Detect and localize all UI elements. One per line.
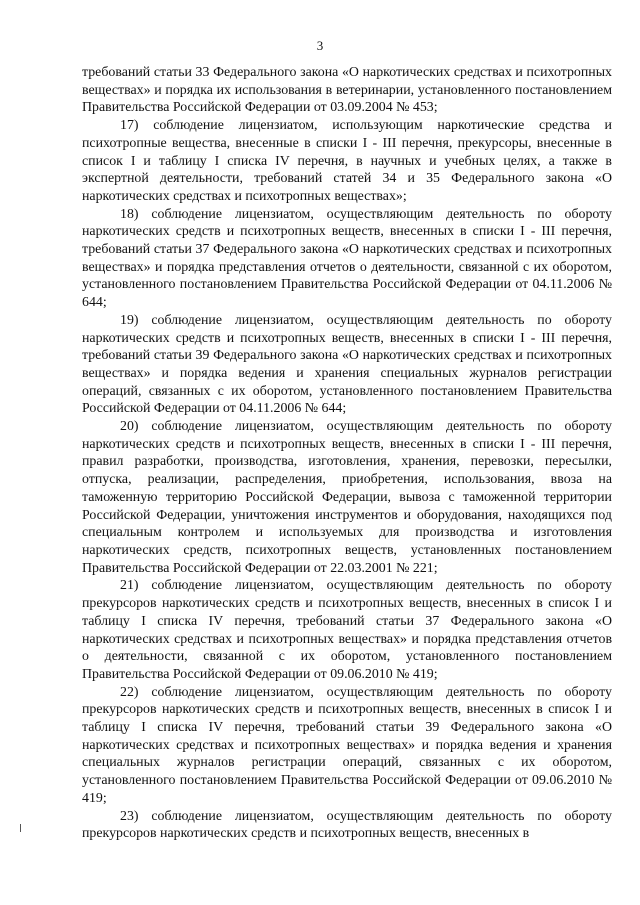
scan-margin-mark: [20, 824, 21, 832]
paragraph-continuation: требований статьи 33 Федерального закона «О наркотических средствах и психотропных веществах» и порядка их использования в ветеринарии, установленного постановлением Правительства Российской Федерации от 03.09.2004 № 453;: [82, 65, 612, 116]
paragraph-item-21: 21) соблюдение лицензиатом, осуществляющим деятельность по обороту прекурсоров наркотических средств и психотропных веществ, внесенных в список I и таблицу I списка IV перечня, требований статьи 37 Федерального закона «О наркотических средствах и психотропных веществах» и порядка представления отчетов о деятельности, связанной с их оборотом, установленного постановлением Правительства Российской Федерации от 09.06.2010 № 419;: [82, 578, 612, 682]
paragraph-item-22: 22) соблюдение лицензиатом, осуществляющим деятельность по обороту прекурсоров наркотических средств и психотропных веществ, внесенных в список I и таблицу I списка IV перечня, требований статьи 39 Федерального закона «О наркотических средствах и психотропных веществах» и порядка ведения и хранения специальных журналов регистрации операций, связанных с их оборотом, установленного постановлением Правительства Российской Федерации от 09.06.2010 № 419;: [82, 684, 612, 806]
paragraph-item-20: 20) соблюдение лицензиатом, осуществляющим деятельность по обороту наркотических средств и психотропных веществ, внесенных в списки I - III перечня, правил разработки, производства, изготовления, хранения, перевозки, пересылки, отпуска, реализации, распределения, приобретения, использования, ввоза на таможенную территорию Российской Федерации, вывоза с таможенной территории Российской Федерации, уничтожения инструментов и оборудования, находящихся под специальным контролем и используемых для производства и изготовления наркотических средств, психотропных веществ, установленных постановлением Правительства Российской Федерации от 22.03.2001 № 221;: [82, 419, 612, 576]
page-number: 3: [316, 38, 324, 53]
document-body: [82, 64, 612, 843]
paragraph-item-19: 19) соблюдение лицензиатом, осуществляющим деятельность по обороту наркотических средств и психотропных веществ, внесенных в списки I - III перечня, требований статьи 39 Федерального закона «О наркотических средствах и психотропных веществах» и порядка ведения и хранения специальных журналов регистрации операций, связанных с их оборотом, установленного постановлением Правительства Российской Федерации от 04.11.2006 № 644;: [82, 312, 612, 417]
paragraph-item-18: 18) соблюдение лицензиатом, осуществляющим деятельность по обороту наркотических средств и психотропных веществ, внесенных в списки I - III перечня, требований статьи 37 Федерального закона «О наркотических средствах и психотропных веществах» и порядка представления отчетов о деятельности, связанной с их оборотом, установленного постановлением Правительства Российской Федерации от 04.11.2006 № 644;: [82, 206, 612, 311]
paragraph-item-17: 17) соблюдение лицензиатом, использующим наркотические средства и психотропные вещества, внесенные в списки I - III перечня, прекурсоры, внесенные в список I и таблицу I списка IV перечня, в научных и учебных целях, а также в экспертной деятельности, требований статей 34 и 35 Федерального закона «О наркотических средствах и психотропных веществах»;: [82, 118, 612, 204]
paragraph-item-23: 23) соблюдение лицензиатом, осуществляющим деятельность по обороту прекурсоров наркотических средств и психотропных веществ, внесенных в: [82, 808, 612, 842]
